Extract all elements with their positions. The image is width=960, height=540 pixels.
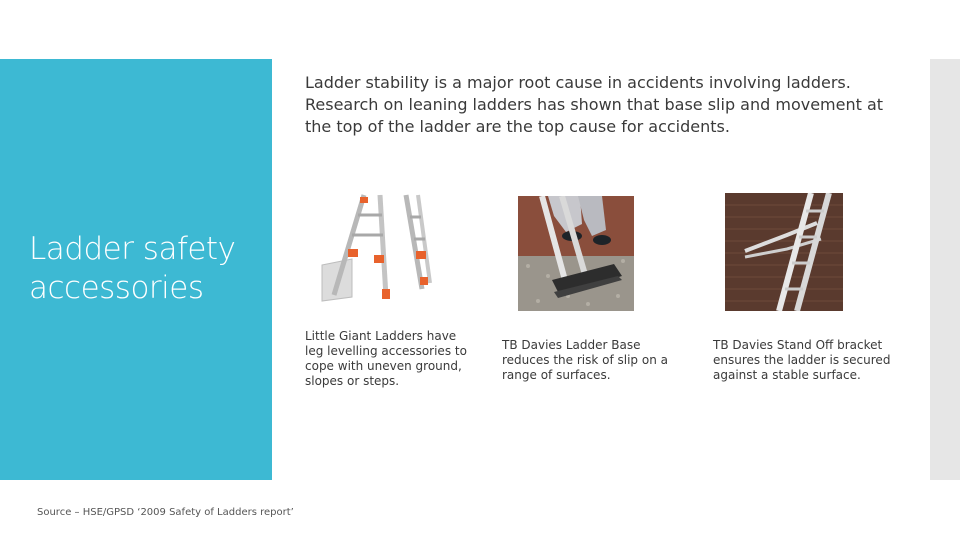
slide-title: Ladder safety accessories: [29, 231, 236, 306]
stand-off-bracket-photo: [725, 193, 843, 311]
caption-ladder-base: TB Davies Ladder Base reduces the risk of slip on a range of surfaces.: [502, 338, 668, 382]
right-accent-strip: [930, 59, 960, 480]
source-note: Source – HSE/GPSD ‘2009 Safety of Ladders report’: [37, 507, 294, 518]
caption-little-giant: Little Giant Ladders have leg levelling accessories to cope with uneven ground, slopes or steps.: [305, 329, 467, 388]
little-giant-ladder-photo: [320, 193, 444, 306]
intro-paragraph: Ladder stability is a major root cause in accidents involving ladders. Research on leaning ladders has shown that base slip and movement at the top of the ladder are the top cause for accidents.: [305, 73, 884, 136]
caption-stand-off: TB Davies Stand Off bracket ensures the ladder is secured against a stable surface.: [713, 338, 891, 382]
ladder-base-photo: [518, 196, 634, 311]
